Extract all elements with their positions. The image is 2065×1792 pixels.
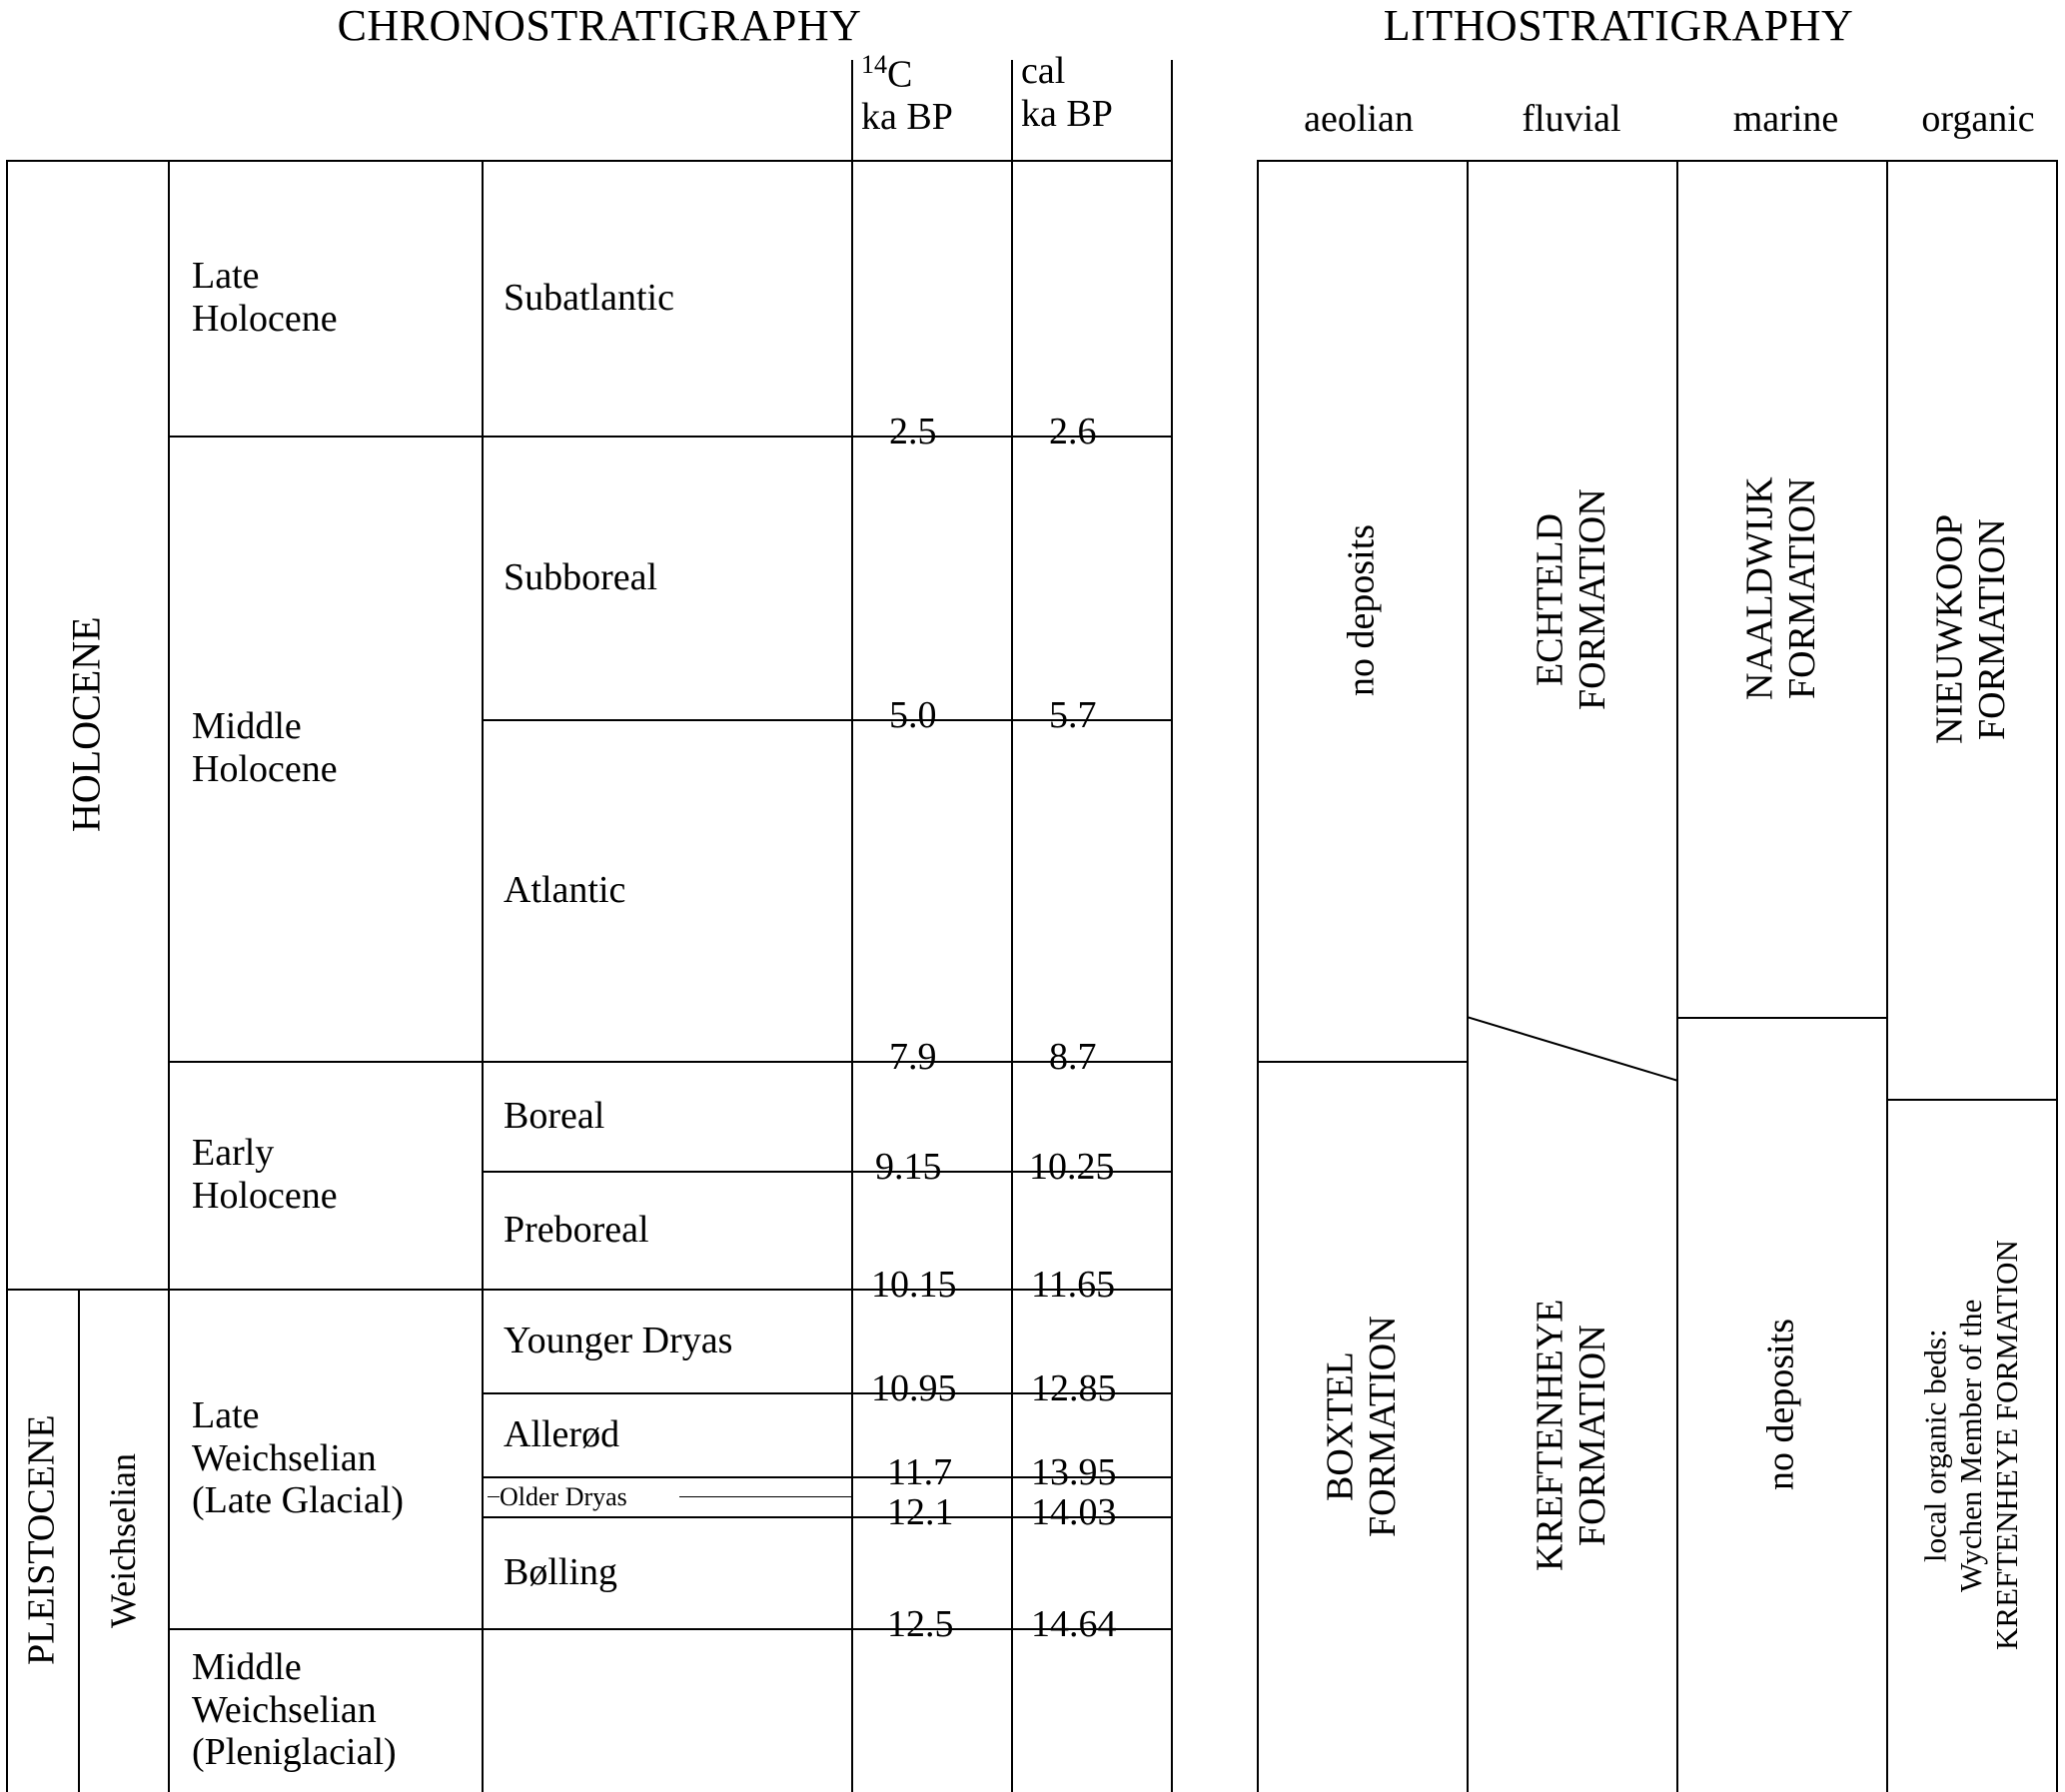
header-organic: organic (1921, 98, 2035, 140)
age-cal-2: 5.7 (1049, 694, 1097, 736)
age-c14-9: 12.5 (887, 1603, 954, 1645)
litho-fluvial-upper (1467, 160, 1676, 1039)
litho-organic-upper-line1: NIEUWKOOP (1928, 513, 1971, 745)
subepoch-early-holocene-line1: Early (192, 1132, 275, 1175)
age-c14-8: 12.1 (887, 1491, 954, 1533)
subepoch-late-holocene-line2: Holocene (192, 298, 338, 340)
subepoch-late-holocene-line1: Late (192, 255, 260, 298)
subepoch-middle-holocene-line1: Middle (192, 705, 302, 748)
header-c14 (861, 50, 1016, 139)
header-cal-line2: ka BP (1021, 92, 1113, 135)
litho-organic-upper-line2: FORMATION (1971, 518, 2013, 740)
header-cal (1021, 50, 1181, 135)
chrono-border-right (1171, 60, 1173, 1792)
litho-fluvial-lower-line2: FORMATION (1571, 1325, 1613, 1546)
subepoch-middle-holocene-line2: Holocene (192, 748, 338, 790)
litho-organic-lower-line3: KREFTENHEYE FORMATION (1988, 1240, 2024, 1651)
litho-marine-upper-line2: FORMATION (1781, 477, 1823, 699)
litho-fluvial-upper-line1: ECHTELD (1529, 512, 1571, 686)
title-chronostratigraphy: CHRONOSTRATIGRAPHY (337, 1, 862, 50)
litho-organic-lower (1886, 1099, 2056, 1792)
epoch-holocene: HOLOCENE (63, 616, 109, 832)
age-c14-3: 7.9 (889, 1036, 937, 1078)
age-cal-5: 11.65 (1031, 1264, 1116, 1306)
epoch-weichselian: Weichselian (102, 1452, 143, 1628)
age-cal-7: 13.95 (1031, 1451, 1117, 1493)
age-cal-9: 14.64 (1031, 1603, 1117, 1645)
header-marine: marine (1732, 98, 1839, 140)
chronozone-boreal: Boreal (504, 1094, 605, 1137)
age-cal-8: 14.03 (1031, 1491, 1117, 1533)
litho-organic-lower-line2: Wychen Member of the (1953, 1299, 1989, 1592)
age-cal-6: 12.85 (1031, 1367, 1117, 1409)
subepoch-late-weichselian-line2: Weichselian (192, 1436, 377, 1479)
subepoch-late-weichselian-line3: (Late Glacial) (192, 1479, 405, 1522)
title-lithostratigraphy: LITHOSTRATIGRAPHY (1383, 1, 1854, 50)
chronozone-allerod: Allerød (504, 1412, 620, 1455)
chrono-div-cal (1011, 60, 1013, 1792)
chronozone-bolling: Bølling (504, 1550, 618, 1593)
subepoch-middle-holocene (192, 436, 482, 1061)
litho-fluvial-lower (1467, 1079, 1676, 1792)
subepoch-late-holocene (192, 160, 482, 436)
litho-aeolian-lower-line2: FORMATION (1362, 1316, 1404, 1537)
age-c14-6: 10.95 (871, 1367, 957, 1409)
age-c14-2: 5.0 (889, 694, 937, 736)
age-c14-4: 9.15 (875, 1146, 942, 1188)
subepoch-early-holocene (192, 1061, 482, 1289)
age-cal-1: 2.6 (1049, 411, 1097, 452)
chronozone-preboreal: Preboreal (504, 1208, 649, 1251)
litho-fluvial-lower-line1: KREFTENHEYE (1529, 1299, 1571, 1572)
chrono-div-c14 (851, 60, 853, 1792)
chrono-div-subepoch (168, 160, 170, 1792)
litho-border-right (2056, 160, 2058, 1792)
chronozone-subboreal: Subboreal (504, 555, 658, 598)
header-fluvial: fluvial (1522, 98, 1621, 140)
litho-aeolian-lower (1257, 1061, 1467, 1792)
age-c14-7: 11.7 (887, 1451, 953, 1493)
litho-organic-upper (1886, 160, 2056, 1099)
age-c14-5: 10.15 (871, 1264, 957, 1306)
header-c14-line1: C (887, 53, 913, 96)
litho-marine-upper (1676, 160, 1886, 1017)
subepoch-middle-weichselian-line3: (Pleniglacial) (192, 1731, 397, 1774)
header-c14-line2: ka BP (861, 96, 953, 139)
age-cal-4: 10.25 (1029, 1146, 1115, 1188)
subepoch-middle-weichselian-line2: Weichselian (192, 1688, 377, 1731)
chronozone-subatlantic: Subatlantic (504, 276, 674, 319)
header-cal-line1: cal (1021, 50, 1066, 92)
litho-aeolian-upper: no deposits (1340, 523, 1383, 697)
chronozone-younger-dryas: Younger Dryas (504, 1319, 733, 1361)
litho-marine-upper-line1: NAALDWIJK (1738, 476, 1781, 700)
header-aeolian: aeolian (1304, 98, 1414, 140)
subepoch-middle-weichselian-line1: Middle (192, 1646, 302, 1689)
subepoch-early-holocene-line2: Holocene (192, 1175, 338, 1217)
subepoch-middle-weichselian (192, 1628, 492, 1792)
subepoch-late-weichselian (192, 1289, 492, 1628)
subepoch-late-weichselian-line1: Late (192, 1394, 260, 1437)
litho-aeolian-lower-line1: BOXTEL (1319, 1351, 1362, 1501)
litho-fluvial-upper-line2: FORMATION (1571, 488, 1613, 710)
age-cal-3: 8.7 (1049, 1036, 1097, 1078)
older-dryas-line-right (679, 1496, 851, 1497)
chronozone-older-dryas: Older Dryas (500, 1482, 627, 1511)
age-c14-1: 2.5 (889, 411, 937, 452)
epoch-pleistocene: PLEISTOCENE (20, 1414, 63, 1666)
litho-organic-lower-line1: local organic beds: (1917, 1329, 1953, 1562)
litho-marine-lower: no deposits (1759, 1318, 1802, 1491)
header-c14-superscript: 14 (861, 50, 887, 79)
chronozone-atlantic: Atlantic (504, 868, 626, 911)
